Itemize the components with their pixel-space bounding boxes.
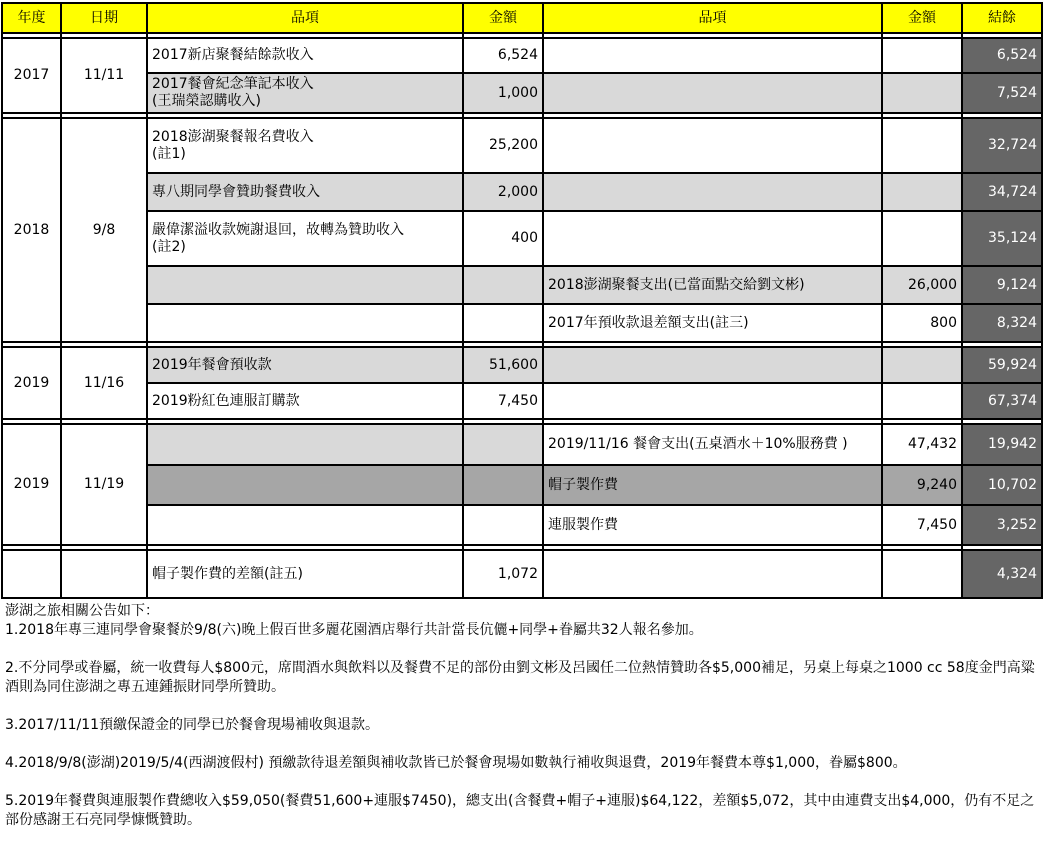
balance-cell: 34,724 [962,173,1042,211]
expense-item-cell [543,550,882,598]
expense-amount-cell [882,73,962,113]
income-item-cell: 帽子製作費的差額(註五) [147,550,463,598]
expense-amount-cell: 47,432 [882,424,962,465]
date-cell: 11/11 [61,38,147,113]
balance-cell: 67,374 [962,383,1042,419]
expense-item-cell [543,211,882,266]
balance-cell: 7,524 [962,73,1042,113]
year-cell: 2019 [2,424,61,545]
table-row [2,383,1042,419]
income-item-cell [147,424,463,465]
year-cell: 2017 [2,38,61,113]
expense-amount-cell: 26,000 [882,266,962,304]
income-item-cell: 2017新店聚餐結餘款收入 [147,38,463,73]
header-balance: 結餘 [962,3,1042,33]
income-amount-cell: 51,600 [463,347,543,383]
note-item: 1.2018年專三連同學會聚餐於9/8(六)晚上假百世多麗花園酒店舉行共計當長伉儷+同學+眷屬共32人報名參加。 [5,622,703,638]
balance-cell: 6,524 [962,38,1042,73]
income-item-cell: 嚴偉潔溢收款婉謝退回，故轉為贊助收入 (註2) [147,211,463,266]
expense-item-cell: 帽子製作費 [543,465,882,505]
income-amount-cell: 2,000 [463,173,543,211]
balance-cell: 9,124 [962,266,1042,304]
expense-amount-cell: 7,450 [882,505,962,545]
year-cell [2,550,61,598]
expense-item-cell: 2019/11/16 餐會支出(五桌酒水＋10%服務費 ) [543,424,882,465]
table-row [2,347,1042,383]
table-row [2,505,1042,545]
income-amount-cell [463,505,543,545]
header-row [2,3,1042,33]
expense-amount-cell: 800 [882,304,962,342]
expense-item-cell [543,173,882,211]
table-row [2,173,1042,211]
expense-amount-cell [882,38,962,73]
income-amount-cell: 400 [463,211,543,266]
table-row [2,550,1042,598]
note-item: 4.2018/9/8(澎湖)2019/5/4(西湖渡假村) 預繳款待退差額與補收款皆已於餐會現場如數執行補收與退費，2019年餐費本尊$1,000，眷屬$800。 [5,755,907,771]
expense-amount-cell [882,173,962,211]
income-item-cell [147,266,463,304]
income-amount-cell [463,266,543,304]
header-item-in: 品項 [147,3,463,33]
balance-cell: 35,124 [962,211,1042,266]
date-cell: 9/8 [61,118,147,342]
year-cell: 2019 [2,347,61,419]
income-amount-cell [463,424,543,465]
expense-amount-cell [882,211,962,266]
income-item-cell [147,505,463,545]
expense-item-cell [543,73,882,113]
income-amount-cell: 1,072 [463,550,543,598]
table-row [2,73,1042,113]
year-cell: 2018 [2,118,61,342]
balance-cell: 3,252 [962,505,1042,545]
balance-cell: 32,724 [962,118,1042,173]
income-item-cell: 專八期同學會贊助餐費收入 [147,173,463,211]
date-cell [61,550,147,598]
table-row [2,211,1042,266]
expense-item-cell [543,347,882,383]
balance-cell: 8,324 [962,304,1042,342]
income-item-cell: 2019粉紅色連服訂購款 [147,383,463,419]
table-row [2,424,1042,465]
note-item: 3.2017/11/11預繳保證金的同學已於餐會現場補收與退款。 [5,717,380,733]
header-amount-in: 金額 [463,3,543,33]
table-row [2,465,1042,505]
table-row [2,118,1042,173]
note-item: 5.2019年餐費與連服製作費總收入$59,050(餐費51,600+連服$7450)，總支出(含餐費+帽子+連服)$64,122，差額$5,072，其中由連費支出$4,000，仍有不足之部份感謝王石亮同學慷慨贊助。 [5,793,1035,828]
note-item: 2.不分同學或眷屬，統一收費每人$800元，席間酒水與飲料以及餐費不足的部份由劉文彬及呂國任二位熱情贊助各$5,000補足，另桌上每桌之1000 cc 58度金門高粱酒則為同住澎湖之專五連鍾振財同學所贊助。 [5,660,1035,695]
date-cell: 11/16 [61,347,147,419]
expense-amount-cell [882,383,962,419]
income-amount-cell [463,304,543,342]
ledger-table [1,2,1043,599]
income-amount-cell: 7,450 [463,383,543,419]
income-item-cell [147,304,463,342]
expense-item-cell: 2017年預收款退差額支出(註三) [543,304,882,342]
income-amount-cell [463,465,543,505]
header-date: 日期 [61,3,147,33]
expense-item-cell: 連服製作費 [543,505,882,545]
expense-amount-cell: 9,240 [882,465,962,505]
balance-cell: 10,702 [962,465,1042,505]
expense-item-cell [543,118,882,173]
income-amount-cell: 6,524 [463,38,543,73]
header-item-out: 品項 [543,3,882,33]
table-row [2,304,1042,342]
income-item-cell [147,465,463,505]
income-item-cell: 2019年餐會預收款 [147,347,463,383]
balance-cell: 4,324 [962,550,1042,598]
expense-amount-cell [882,347,962,383]
balance-cell: 59,924 [962,347,1042,383]
income-amount-cell: 25,200 [463,118,543,173]
date-cell: 11/19 [61,424,147,545]
header-amount-out: 金額 [882,3,962,33]
balance-cell: 19,942 [962,424,1042,465]
header-year: 年度 [2,3,61,33]
table-row [2,38,1042,73]
income-amount-cell: 1,000 [463,73,543,113]
expense-amount-cell [882,550,962,598]
income-item-cell: 2018澎湖聚餐報名費收入 (註1) [147,118,463,173]
announcement-notes [5,602,1040,849]
table-row [2,266,1042,304]
expense-item-cell: 2018澎湖聚餐支出(已當面點交給劉文彬) [543,266,882,304]
expense-amount-cell [882,118,962,173]
expense-item-cell [543,383,882,419]
expense-item-cell [543,38,882,73]
notes-title: 澎湖之旅相關公告如下： [5,603,159,619]
income-item-cell: 2017餐會紀念筆記本收入 (王瑞榮認購收入) [147,73,463,113]
